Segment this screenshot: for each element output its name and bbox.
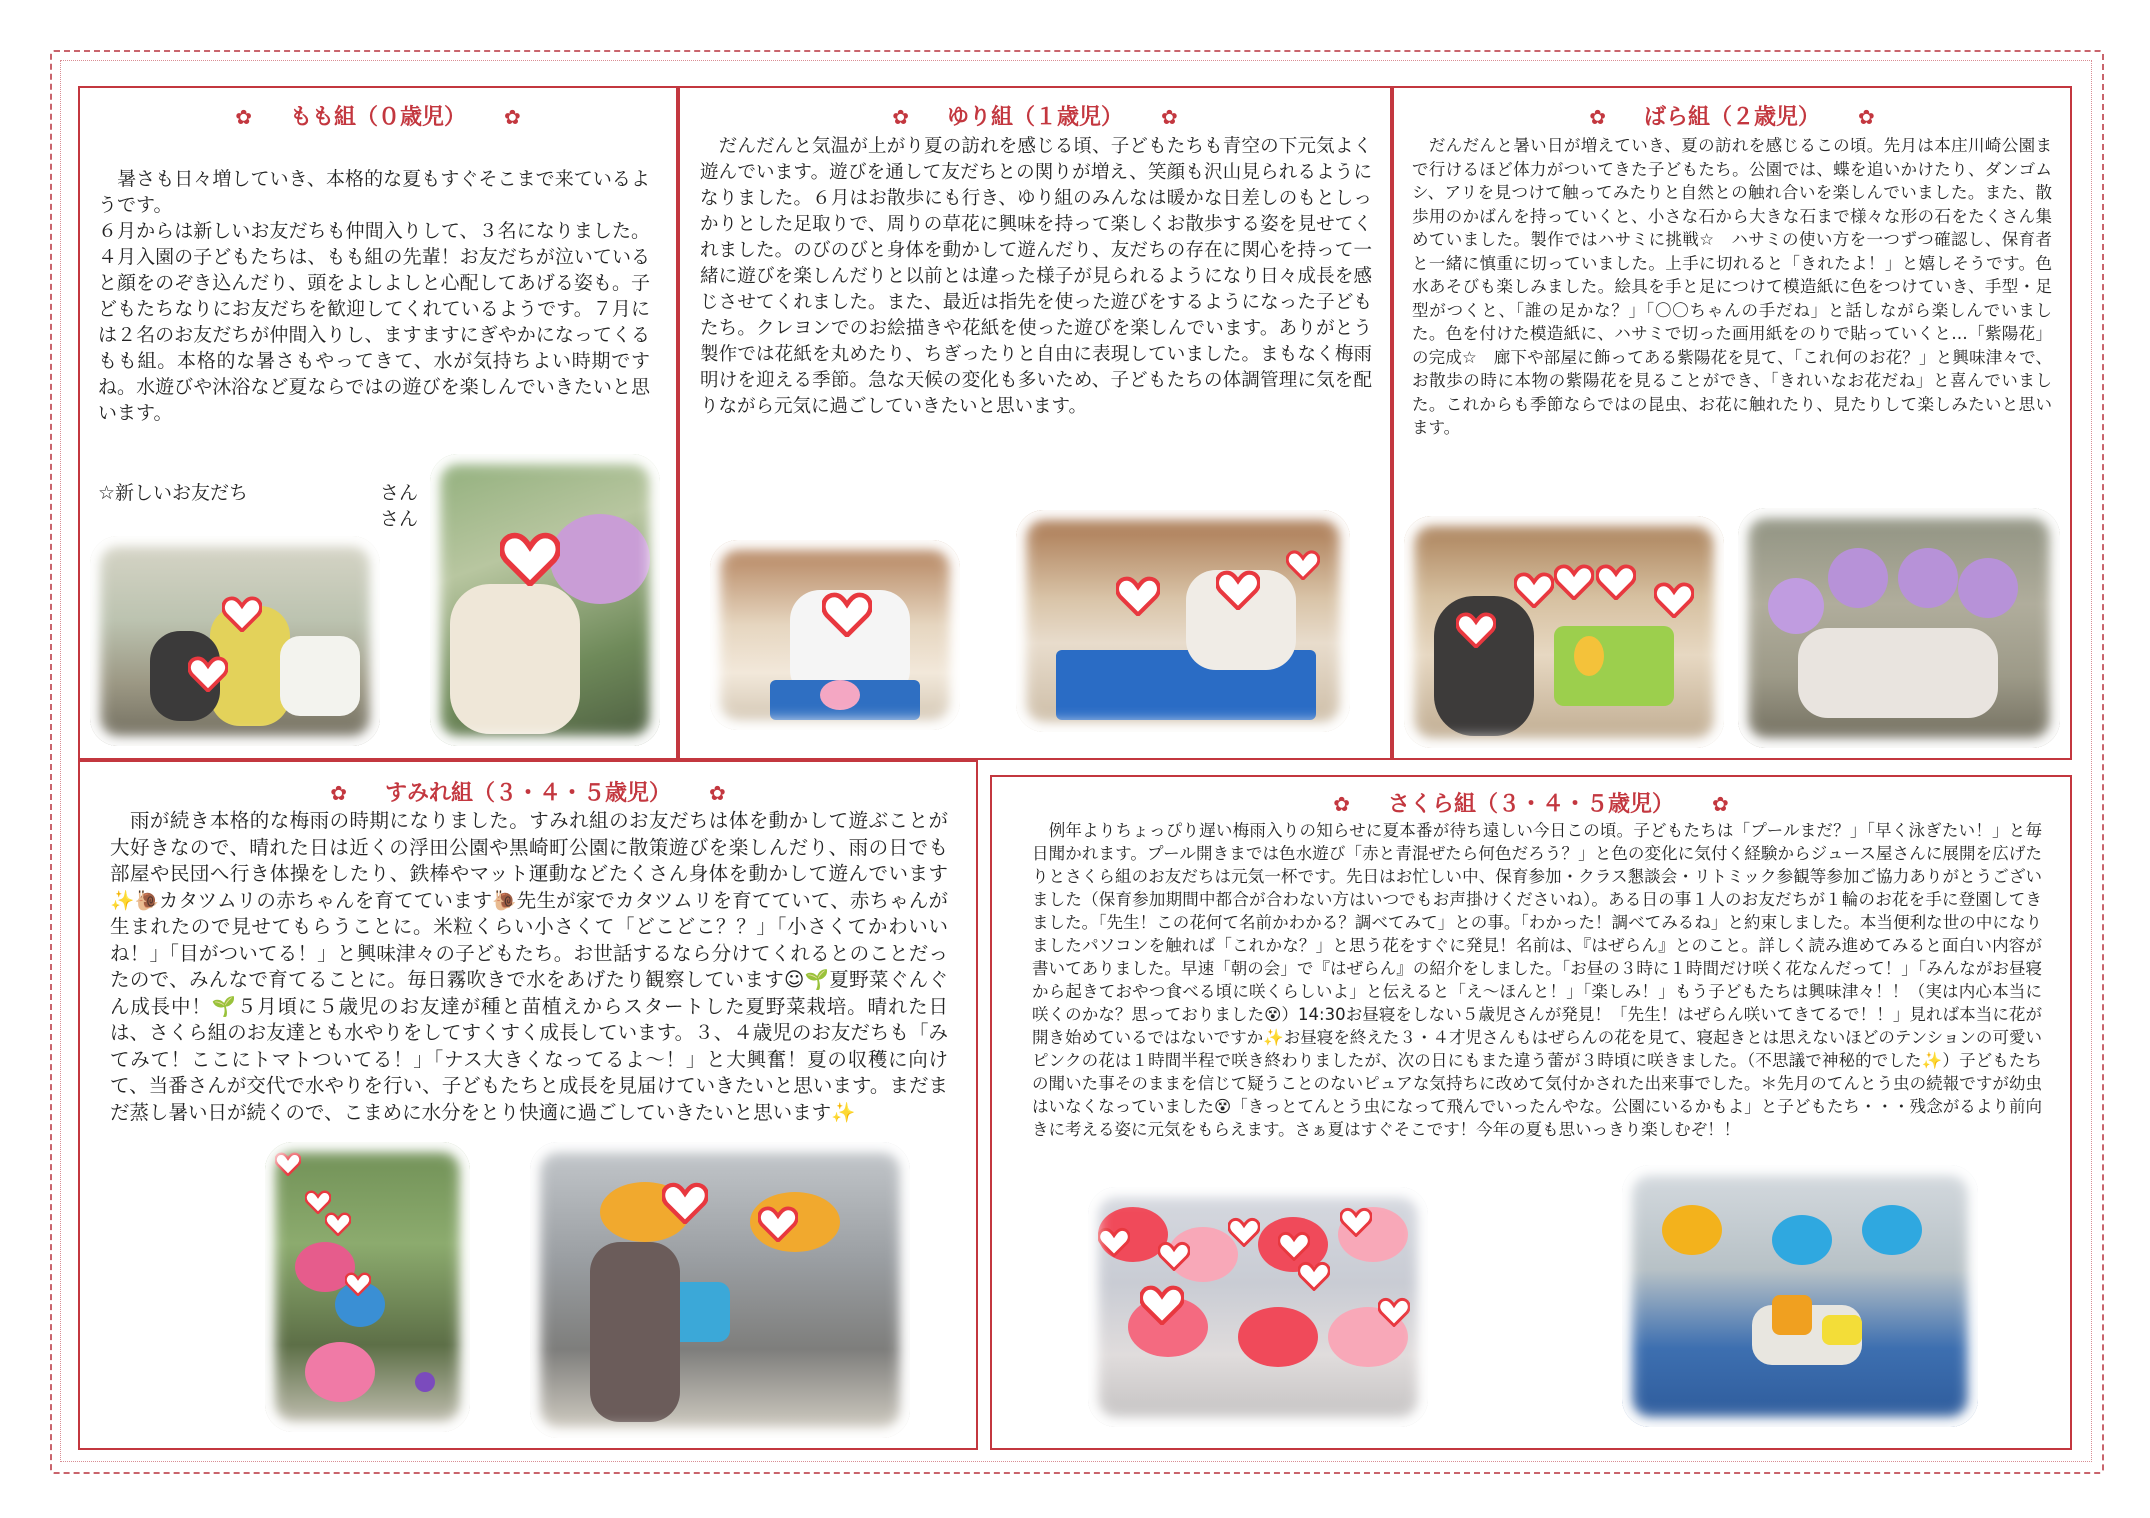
class-name: さくら組（３・４・５歳児） [1387, 792, 1674, 817]
privacy-heart-icon [1278, 1231, 1310, 1261]
privacy-heart-icon [1654, 582, 1694, 618]
panel-title [80, 100, 676, 131]
class-name: ゆり組（１歳児） [946, 105, 1123, 130]
flower-icon: ✿ [235, 105, 252, 129]
panel-body-text: 暑さも日々増していき、本格的な夏もすぐそこまで来ているようです。 ６月からは新しいお友だちも仲間入りして、３名になりました。４月入園の子どもたちは、もも組の先輩！お友だちが泣いていると顔をのぞき込んだり、頭をよしよしと心配してあげる姿も。子どもたちなりにお友だちを歓迎してくれているようです。７月には２名のお友だちが仲間入りし、ますますにぎやかになってくるもも組。本格的な暑さもやってきて、水が気持ちよい時期ですね。水遊びや沐浴など夏ならではの遊びを楽しんでいきたいと思います。 [98, 168, 650, 424]
privacy-heart-icon [1140, 1285, 1184, 1325]
photo [710, 540, 960, 730]
san-label: さん [380, 508, 419, 530]
panel-body-text: だんだんと暑い日が増えていき、夏の訪れを感じるこの頃。先月は本庄川崎公園まで行けるほど体力がついてきた子どもたち。公園では、蝶を追いかけたり、ダンゴムシ、アリを見つけて触ってみたりと自然との触れ合いを楽しんでいました。また、散歩用のかばんを持っていくと、小さな石から大きな石まで様々な形の石をたくさん集めていました。製作ではハサミに挑戦☆ ハサミの使い方を一つずつ確認し、保育者と一緒に慎重に切っていました。上手に切れると「きれたよ！」と嬉しそうです。色水あそびも楽しみました。絵具を手と足につけて模造紙に色をつけていき、手型・足型がつくと、「誰の足かな？」「〇〇ちゃんの手だね」と話しながら楽しんでいました。色を付けた模造紙に、ハサミで切った画用紙をのりで貼っていくと…「紫陽花」の完成☆ 廊下や部屋に飾ってある紫陽花を見て、「これ何のお花？」と興味津々で、お散歩の時に本物の紫陽花を見ることができ、「きれいなお花だね」と喜んでいました。これからも季節ならではの昆虫、お花に触れたり、見たりして楽しみたいと思います。 [1412, 136, 2053, 437]
flower-icon: ✿ [1712, 792, 1729, 816]
flower-icon: ✿ [709, 781, 726, 805]
photo [530, 1142, 910, 1438]
privacy-heart-icon [1286, 550, 1320, 580]
privacy-heart-icon [1298, 1261, 1330, 1291]
flower-icon: ✿ [892, 105, 909, 129]
flower-icon: ✿ [504, 105, 521, 129]
privacy-heart-icon [188, 656, 228, 692]
photo [1622, 1165, 1978, 1427]
privacy-heart-icon [1378, 1297, 1410, 1327]
privacy-heart-icon [1158, 1241, 1190, 1271]
privacy-heart-icon [662, 1182, 708, 1224]
privacy-heart-icon [325, 1212, 351, 1236]
privacy-heart-icon [1098, 1227, 1130, 1257]
panel-bara [1392, 86, 2072, 760]
photo [90, 536, 380, 746]
class-name: すみれ組（３・４・５歳児） [384, 781, 671, 806]
photo [430, 454, 660, 746]
photo [265, 1142, 470, 1432]
panel-momo [78, 86, 678, 760]
class-name: もも組（０歳児） [289, 105, 466, 130]
panel-title [80, 776, 976, 807]
photo [1016, 510, 1350, 732]
photo [1404, 516, 1724, 748]
privacy-heart-icon [275, 1152, 301, 1176]
privacy-heart-icon [1340, 1207, 1372, 1237]
privacy-heart-icon [305, 1190, 331, 1214]
privacy-heart-icon [222, 596, 262, 632]
panel-title [1394, 100, 2070, 131]
flower-icon: ✿ [1161, 105, 1178, 129]
class-name: ばら組（２歳児） [1643, 105, 1820, 130]
panel-yuri [678, 86, 1392, 760]
privacy-heart-icon [1514, 572, 1554, 608]
privacy-heart-icon [500, 532, 560, 586]
panel-sumire [78, 760, 978, 1450]
flower-icon: ✿ [1333, 792, 1350, 816]
privacy-heart-icon [1456, 612, 1496, 648]
privacy-heart-icon [822, 592, 872, 637]
panel-title [992, 787, 2070, 818]
privacy-heart-icon [1228, 1217, 1260, 1247]
privacy-heart-icon [758, 1206, 798, 1242]
panel-body-text: 雨が続き本格的な梅雨の時期になりました。すみれ組のお友だちは体を動かして遊ぶことが大好きなので、晴れた日は近くの浮田公園や黒崎町公園に散策遊びを楽しんだり、雨の日でも部屋や民団へ行き体操をしたり、鉄棒やマット運動などたくさん身体を動かして遊んでいます✨🐌カタツムリの赤ちゃんを育てています🐌先生が家でカタツムリを育てていて、赤ちゃんが生まれたので見せてもらうことに。米粒くらい小さくて「どこどこ？？」「小さくてかわいいね！」「目がついてる！」と興味津々の子どもたち。お世話するなら分けてくれるとのことだったので、みんなで育てることに。毎日霧吹きで水をあげたり観察しています☺🌱夏野菜ぐんぐん成長中！🌱５月頃に５歳児のお友達が種と苗植えからスタートした夏野菜栽培。晴れた日は、さくら組のお友達とも水やりをしてすくすく成長しています。３、４歳児のお友だちも「みてみて！ここにトマトついてる！」「ナス大きくなってるよ～！」と大興奮！夏の収穫に向けて、当番さんが交代で水やりを行い、子どもたちと成長を見届けていきたいと思います。まだまだ蒸し暑い日が続くので、こまめに水分をとり快適に過ごしていきたいと思います✨ [110, 809, 948, 1124]
panel-title [680, 100, 1390, 131]
privacy-heart-icon [1116, 576, 1160, 616]
new-friends-label: ☆新しいお友だち [98, 482, 249, 504]
flower-icon: ✿ [1858, 105, 1875, 129]
flower-icon: ✿ [330, 781, 347, 805]
privacy-heart-icon [1554, 564, 1594, 600]
san-label: さん [380, 482, 419, 504]
privacy-heart-icon [1216, 570, 1260, 610]
photo [1738, 508, 2060, 748]
privacy-heart-icon [1596, 564, 1636, 600]
photo [1088, 1187, 1428, 1427]
flower-icon: ✿ [1589, 105, 1606, 129]
panel-body-text: だんだんと気温が上がり夏の訪れを感じる頃、子どもたちも青空の下元気よく遊んでいます。遊びを通して友だちとの関りが増え、笑顔も沢山見られるようになりました。６月はお散歩にも行き、ゆり組のみんなは暖かな日差しのもとしっかりとした足取りで、周りの草花に興味を持って楽しくお散歩する姿を見せてくれました。のびのびと身体を動かして遊んだり、友だちの存在に関心を持って一緒に遊びを楽しんだりと以前とは違った様子が見られるようになり日々成長を感じさせてくれました。また、最近は指先を使った遊びをするようになった子どもたち。クレヨンでのお絵描きや花紙を使った遊びを楽しんでいます。ありがとう製作では花紙を丸めたり、ちぎったりと自由に表現していました。まもなく梅雨明けを迎える季節。急な天候の変化も多いため、子どもたちの体調管理に気を配りながら元気に過ごしていきたいと思います。 [700, 136, 1372, 417]
panel-sakura [990, 775, 2072, 1450]
panel-body-text: 例年よりちょっぴり遅い梅雨入りの知らせに夏本番が待ち遠しい今日この頃。子どもたちは「プールまだ？」「早く泳ぎたい！」と毎日聞かれます。プール開きまでは色水遊び「赤と青混ぜたら何色だろう？」と色の変化に気付く経験からジュース屋さんに展開を広げたりとさくら組のお友だちは元気一杯です。先日はお忙しい中、保育参加・クラス懇談会・リトミック参観等参加ご協力ありがとうございました（保育参加期間中都合が合わない方はいつでもお声掛けくださいね）。ある日の事１人のお友だちが１輪のお花を手に登園してきました。「先生！この花何て名前かわかる？調べてみて」との事。「わかった！調べてみるね」と約束しました。本当便利な世の中になりましたパソコンを触れば「これかな？」と思う花をすぐに発見！名前は、『はぜらん』とのこと。詳しく読み進めてみると面白い内容が書いてありました。早速「朝の会」で『はぜらん』の紹介をしました。「お昼の３時に１時間だけ咲く花なんだって！」「みんながお昼寝から起きておやつ食べる頃に咲くらしいよ」と伝えると「え～ほんと！」「楽しみ！」もう子どもたちは興味津々！！（実は内心本当に咲くのかな？思っておりました😵）14:30お昼寝をしない５歳児さんが発見！「先生！はぜらん咲いてきてるで！！」見れば本当に花が開き始めているではないですか✨お昼寝を終えた３・４才児さんもはぜらんの花を見て、寝起きとは思えないほどのテンションの可愛いピンクの花は１時間半程で咲き終わりましたが、次の日にもまた違う蕾が３時頃に咲きました。（不思議で神秘的でした✨）子どもたちの聞いた事そのままを信じて疑うことのないピュアな気持ちに改めて気付かされた出来事でした。＊先月のてんとう虫の続報ですが幼虫はいなくなっていました😵「きっとてんとう虫になって飛んでいったんやな。公園にいるかもよ」と子どもたち・・・残念がるより前向きに考える姿に元気をもらえます。さぁ夏はすぐそこです！今年の夏も思いっきり楽しむぞ！！ [1032, 821, 2043, 1139]
privacy-heart-icon [345, 1272, 371, 1296]
